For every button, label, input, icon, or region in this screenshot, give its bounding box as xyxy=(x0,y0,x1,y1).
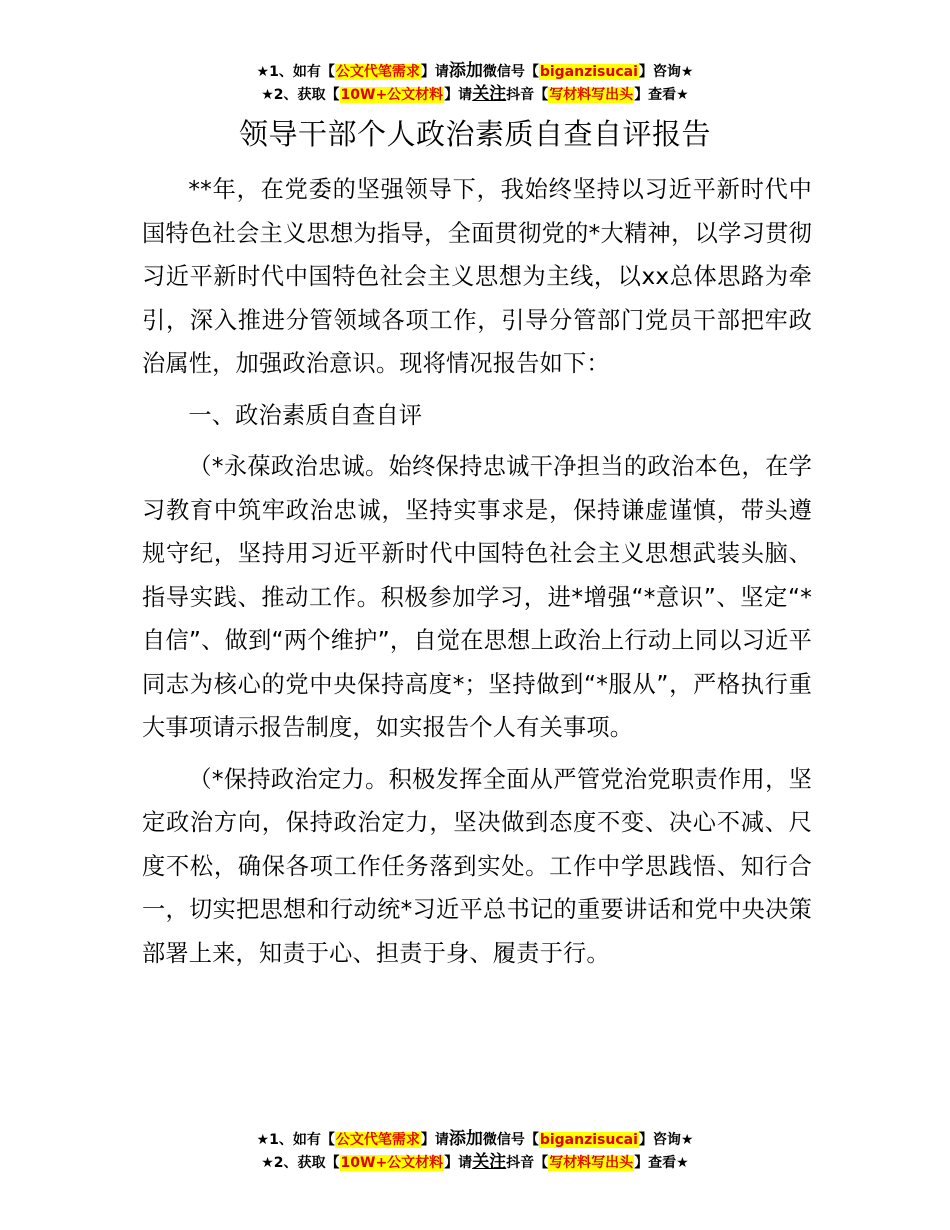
document-body xyxy=(142,168,812,975)
banner-text: 抖音【 xyxy=(506,87,549,103)
banner-text: 抖音【 xyxy=(506,1155,549,1171)
banner-emphasis: 关注 xyxy=(472,84,507,104)
banner-text: 】请 xyxy=(420,64,449,80)
highlight-wechat-id: biganzisucai xyxy=(539,1132,638,1148)
banner-text: 】咨询★ xyxy=(638,64,694,80)
banner-text: 微信号【 xyxy=(482,64,539,80)
banner-text: 】请 xyxy=(444,87,473,103)
banner-text: 】查看★ xyxy=(634,1155,689,1171)
highlight-service: 公文代笔需求 xyxy=(335,64,420,80)
banner-line-1 xyxy=(0,60,950,83)
banner-text: 】查看★ xyxy=(634,87,689,103)
highlight-materials: 10W+公文材料 xyxy=(340,87,444,103)
highlight-wechat-id: biganzisucai xyxy=(539,64,638,80)
banner-emphasis: 关注 xyxy=(472,1152,507,1172)
top-banner xyxy=(0,60,950,106)
highlight-materials: 10W+公文材料 xyxy=(340,1155,444,1171)
paragraph-1: （*永葆政治忠诚。始终保持忠诚干净担当的政治本色，在学习教育中筑牢政治忠诚，坚持实事求是，保持谦虚谨慎，带头遵规守纪，坚持用习近平新时代中国特色社会主义思想武装头脑、指导实践、推动工作。积极参加学习，进*增强“*意识”、坚定“*自信”、做到“两个维护”，自觉在思想上政治上行动上同以习近平同志为核心的党中央保持高度*；坚持做到“*服从”，严格执行重大事项请示报告制度，如实报告个人有关事项。 xyxy=(142,453,812,741)
banner-text: 】请 xyxy=(420,1132,449,1148)
banner-line-1 xyxy=(0,1128,950,1151)
banner-emphasis: 添加 xyxy=(448,1129,483,1149)
banner-text: 微信号【 xyxy=(482,1132,539,1148)
highlight-service: 公文代笔需求 xyxy=(335,1132,420,1148)
document-title: 领导干部个人政治素质自查自评报告 xyxy=(238,117,711,151)
intro-paragraph: **年，在党委的坚强领导下，我始终坚持以习近平新时代中国特色社会主义思想为指导，全面贯彻党的*大精神，以学习贯彻习近平新时代中国特色社会主义思想为主线，以xx总体思路为牵引，深入推进分管领域各项工作，引导分管部门党员干部把牢政治属性，加强政治意识。现将情况报告如下： xyxy=(142,176,812,377)
banner-text: ★1、如有【 xyxy=(256,64,335,80)
highlight-douyin: 写材料写出头 xyxy=(549,87,634,103)
banner-line-2 xyxy=(0,1151,950,1174)
banner-text: ★2、获取【 xyxy=(261,87,340,103)
banner-text: ★2、获取【 xyxy=(261,1155,340,1171)
banner-text: 】咨询★ xyxy=(638,1132,694,1148)
banner-line-2 xyxy=(0,83,950,106)
banner-emphasis: 添加 xyxy=(448,61,483,81)
highlight-douyin: 写材料写出头 xyxy=(549,1155,634,1171)
paragraph-2: （*保持政治定力。积极发挥全面从严管党治党职责作用，坚定政治方向，保持政治定力，坚决做到态度不变、决心不减、尺度不松，确保各项工作任务落到实处。工作中学思践悟、知行合一，切实把思想和行动统*习近平总书记的重要讲话和党中央决策部署上来，知责于心、担责于身、履责于行。 xyxy=(142,765,812,967)
banner-text: 】请 xyxy=(444,1155,473,1171)
bottom-banner xyxy=(0,1128,950,1174)
banner-text: ★1、如有【 xyxy=(256,1132,335,1148)
section-heading: 一、政治素质自查自评 xyxy=(188,401,423,429)
